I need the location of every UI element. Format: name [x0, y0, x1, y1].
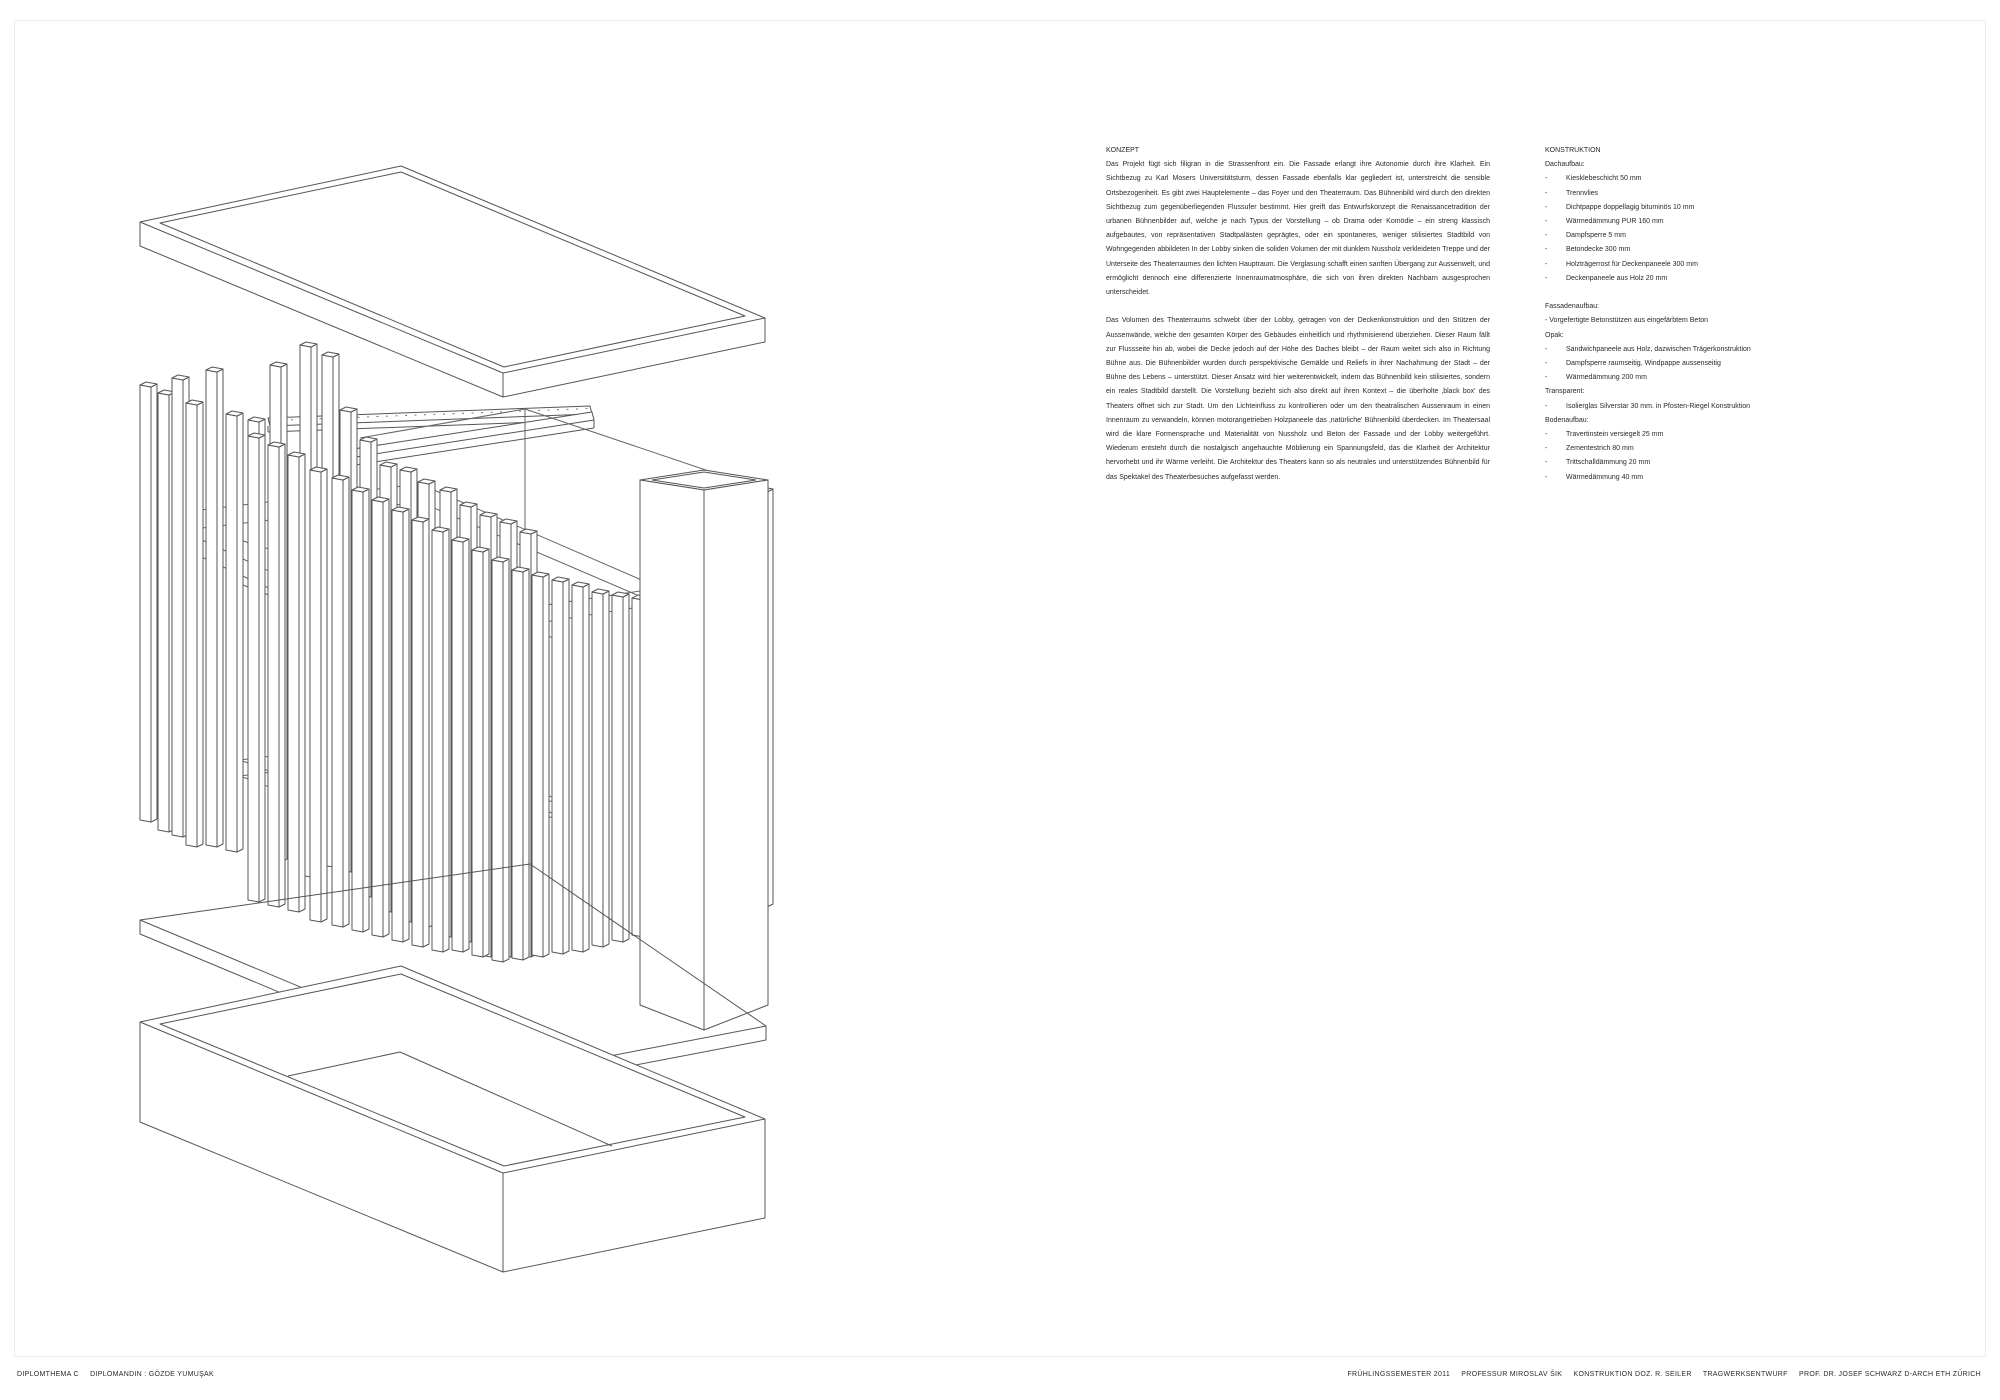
opak-item [1545, 343, 1795, 357]
column [186, 403, 197, 847]
footer-thema: DIPLOMTHEMA C [17, 1371, 79, 1378]
column [532, 575, 543, 957]
dachaufbau-item [1545, 243, 1795, 257]
dachaufbau-item-text: Holzträgerrost für Deckenpaneele 300 mm [1566, 260, 1698, 268]
column-side [503, 559, 509, 962]
dachaufbau-item-text: Wärmedämmung PUR 160 mm [1566, 218, 1664, 226]
list-dash: - [1545, 189, 1548, 197]
column-side [443, 529, 449, 952]
dachaufbau-item [1545, 258, 1795, 272]
column [432, 530, 443, 952]
footer-tragwerk: TRAGWERKSENTWURF [1702, 1371, 1788, 1378]
column-side [463, 539, 469, 952]
footer-right [1347, 1371, 1981, 1378]
transparent-item-text: Isolierglas Silverstar 30 mm. in Pfosten-Riegel Konstruktion [1566, 402, 1751, 410]
footer-semester: FRÜHLINGSSEMESTER 2011 [1347, 1371, 1451, 1378]
konzept-section [1106, 144, 1490, 485]
column [310, 470, 321, 922]
column-side [483, 549, 489, 957]
column [392, 510, 403, 942]
column-side [403, 509, 409, 942]
dachaufbau-item [1545, 201, 1795, 215]
list-dash: - [1545, 431, 1548, 439]
opak-title: Opak: [1545, 331, 1564, 339]
column-side [259, 435, 265, 902]
column-side [423, 519, 429, 947]
column-side [363, 489, 369, 932]
bodenaufbau-item-text: Wärmedämmung 40 mm [1566, 473, 1644, 481]
opak-item-text: Wärmedämmung 200 mm [1566, 374, 1647, 382]
list-dash: - [1545, 274, 1548, 282]
column [552, 580, 563, 954]
column [452, 540, 463, 952]
column [612, 595, 623, 942]
column [372, 500, 383, 937]
konstruktion-heading: KONSTRUKTION [1545, 147, 1601, 154]
list-dash: - [1545, 345, 1548, 353]
dachaufbau-item [1545, 187, 1795, 201]
bodenaufbau-item-text: Zementestrich 80 mm [1566, 445, 1634, 453]
dachaufbau-item-text: Dichtpappe doppellagig bituminös 10 mm [1566, 203, 1695, 211]
dachaufbau-title: Dachaufbau: [1545, 161, 1585, 169]
footer-left [17, 1371, 223, 1378]
opak-list [1545, 343, 1795, 386]
transparent-item [1545, 400, 1795, 414]
column [592, 592, 603, 947]
transparent-title: Transparent: [1545, 388, 1585, 396]
bodenaufbau-item-text: Trittschalldämmung 20 mm [1566, 459, 1651, 467]
dachaufbau-item [1545, 229, 1795, 243]
column-side [583, 584, 589, 952]
bodenaufbau-item-text: Travertinstein versiegelt 25 mm [1566, 431, 1664, 439]
column [492, 560, 503, 962]
column-side [279, 444, 285, 907]
column [158, 393, 169, 832]
column-side [563, 579, 569, 954]
dachaufbau-item-text: Betondecke 300 mm [1566, 246, 1631, 254]
column-side [237, 413, 243, 852]
opak-item [1545, 357, 1795, 371]
column-side [343, 477, 349, 927]
column [288, 455, 299, 912]
column [512, 570, 523, 960]
list-dash: - [1545, 459, 1548, 467]
opak-item-text: Dampfsperre raumseitig, Windpappe aussenseitig [1566, 360, 1721, 368]
column-side [217, 369, 223, 847]
list-dash: - [1545, 175, 1548, 183]
column [226, 414, 237, 852]
konzept-paragraph-1: Das Projekt fügt sich filigran in die Strassenfront ein. Die Fassade erlangt ihre Autonomie durch ihre Klarheit. Ein Sichtbezug zu Karl Mosers Universitätsturm, dessen Fassade ebenfalls klar gegliedert ist, unterstreicht die sensible Ortsbezogenheit. Es gibt zwei Hauptelemente – das Foyer und den Theaterraum. Das Bühnenbild wird durch den direkten Sichtbezug zum gegenüberliegenden Flussufer bestimmt. Hier greift das Entwurfskonzept die Renaissancetradition der urbanen Bühnenbilder auf, welche je nach Typus der Vorstellung – ob Drama oder Komödie – ein streng klassisch aufgebautes, von repräsentativen Stadtpalästen geprägtes, oder ein spontaneres, weniger stilisiertes Stadtbild von Wohngegenden abbildeten In der Lobby sinken die soliden Volumen der mit dunklem Nussholz verkleideten Treppe und der Unterseite des Theaterraumes den lichten Hauptraum. Die Verglasung schafft einen sanften Übergang zur Aussenwelt, und ermöglicht dennoch eine differenzierte Innenraumatmosphäre, die sich von ihren direkten Nachbarn ausgesprochen unterscheidet. [1106, 161, 1490, 297]
roof-slab [140, 166, 765, 397]
dachaufbau-item-text: Trennvlies [1566, 189, 1599, 197]
bodenaufbau-item [1545, 456, 1795, 470]
bodenaufbau-title: Bodenaufbau: [1545, 416, 1589, 424]
list-dash: - [1545, 260, 1548, 268]
column-side [151, 384, 157, 822]
list-dash: - [1545, 374, 1548, 382]
konzept-paragraph-2: Das Volumen des Theaterraums schwebt über der Lobby, getragen von der Deckenkonstruktion und den Stützen der Aussenwände, welche den gesamten Körper des Gebäudes einheitlich und rhythmisierend überziehen. Dieser Raum fällt zur Flussseite hin ab, wobei die Decke jedoch auf der Höhe des Daches bleibt – der Raum weitet sich also in Richtung Bühne aus. Die Bühnenbilder wurden durch perspektivische Gemälde und Reliefs in ihrer Nachahmung der Stadt – der Bühne des Lebens – unterstützt. Dieser Ansatz wird hier weiterentwickelt, indem das Bühnenbild kein stilisiertes, sondern ein reales Stadtbild darstellt. Die Vorstellung bezieht sich also direkt auf ihren Kontext – die überholte ‚black box' des Theaters öffnet sich zur Stadt. Um den Lichteinfluss zu kontrollieren oder um den theatralischen Aussenraum in einen Innenraum zu verwandeln, können motorangetrieben Holzpaneele das ‚natürliche' Bühnenbild überdecken. Im Theatersaal wird die klare Formensprache und Materialität von Nussholz und Beton der Fassade und der Lobby weitergeführt. Wiederum entsteht durch die nostalgisch angehauchte Möblierung ein Spannungsfeld, das die Klarheit der Architektur hervorhebt und ihr Wärme verleiht. Die Architektur des Theaters kann so als neutrales und unterstützendes Bühnenbild für das Spektakel des Theaterbesuches aufgefasst werden. [1106, 317, 1490, 481]
dachaufbau-item-text: Dampfsperre 5 mm [1566, 232, 1626, 240]
column-side [603, 591, 609, 947]
footer-prof: PROF. DR. JOSEF SCHWARZ D-ARCH ETH ZÜRICH [1799, 1371, 1981, 1378]
fassadenaufbau-line: - Vorgefertigte Betonstützen aus eingefärbtem Beton [1545, 317, 1709, 325]
column-side [623, 594, 629, 942]
list-dash: - [1545, 246, 1548, 254]
list-dash: - [1545, 445, 1548, 453]
bodenaufbau-item [1545, 428, 1795, 442]
dachaufbau-list [1545, 172, 1795, 286]
dachaufbau-item-text: Deckenpaneele aus Holz 20 mm [1566, 274, 1668, 282]
list-dash: - [1545, 218, 1548, 226]
column [412, 520, 423, 947]
core-tower [640, 470, 768, 1030]
bodenaufbau-item [1545, 471, 1795, 485]
column [140, 385, 151, 822]
column [332, 478, 343, 927]
column-side [299, 454, 305, 912]
column [206, 370, 217, 847]
fassadenaufbau-title: Fassadenaufbau: [1545, 303, 1600, 311]
column-side [383, 499, 389, 937]
list-dash: - [1545, 360, 1548, 368]
dachaufbau-item [1545, 215, 1795, 229]
opak-item [1545, 371, 1795, 385]
list-dash: - [1545, 402, 1548, 410]
column-side [543, 574, 549, 957]
column [172, 378, 183, 837]
column [472, 550, 483, 957]
bodenaufbau-list [1545, 428, 1795, 485]
column-side [321, 469, 327, 922]
footer-konstruktion: KONSTRUKTION DOZ. R. SEILER [1573, 1371, 1692, 1378]
bodenaufbau-item [1545, 442, 1795, 456]
dachaufbau-item-text: Kiesklebeschicht 50 mm [1566, 175, 1642, 183]
column [352, 490, 363, 932]
konzept-heading: KONZEPT [1106, 147, 1140, 154]
transparent-list [1545, 400, 1795, 414]
column-side [197, 402, 203, 847]
opak-item-text: Sandwichpaneele aus Holz, dazwischen Trägerkonstruktion [1566, 345, 1751, 353]
list-dash: - [1545, 473, 1548, 481]
column [268, 445, 279, 907]
dachaufbau-item [1545, 172, 1795, 186]
column-side [523, 569, 529, 960]
list-dash: - [1545, 232, 1548, 240]
footer-professur: PROFESSUR MIROSLAV ŠIK [1461, 1371, 1563, 1378]
dachaufbau-item [1545, 272, 1795, 286]
konstruktion-section [1545, 144, 1795, 485]
column [248, 436, 259, 902]
list-dash: - [1545, 203, 1548, 211]
footer-diplomandin: DIPLOMANDIN : GÖZDE YUMUŞAK [90, 1371, 214, 1378]
